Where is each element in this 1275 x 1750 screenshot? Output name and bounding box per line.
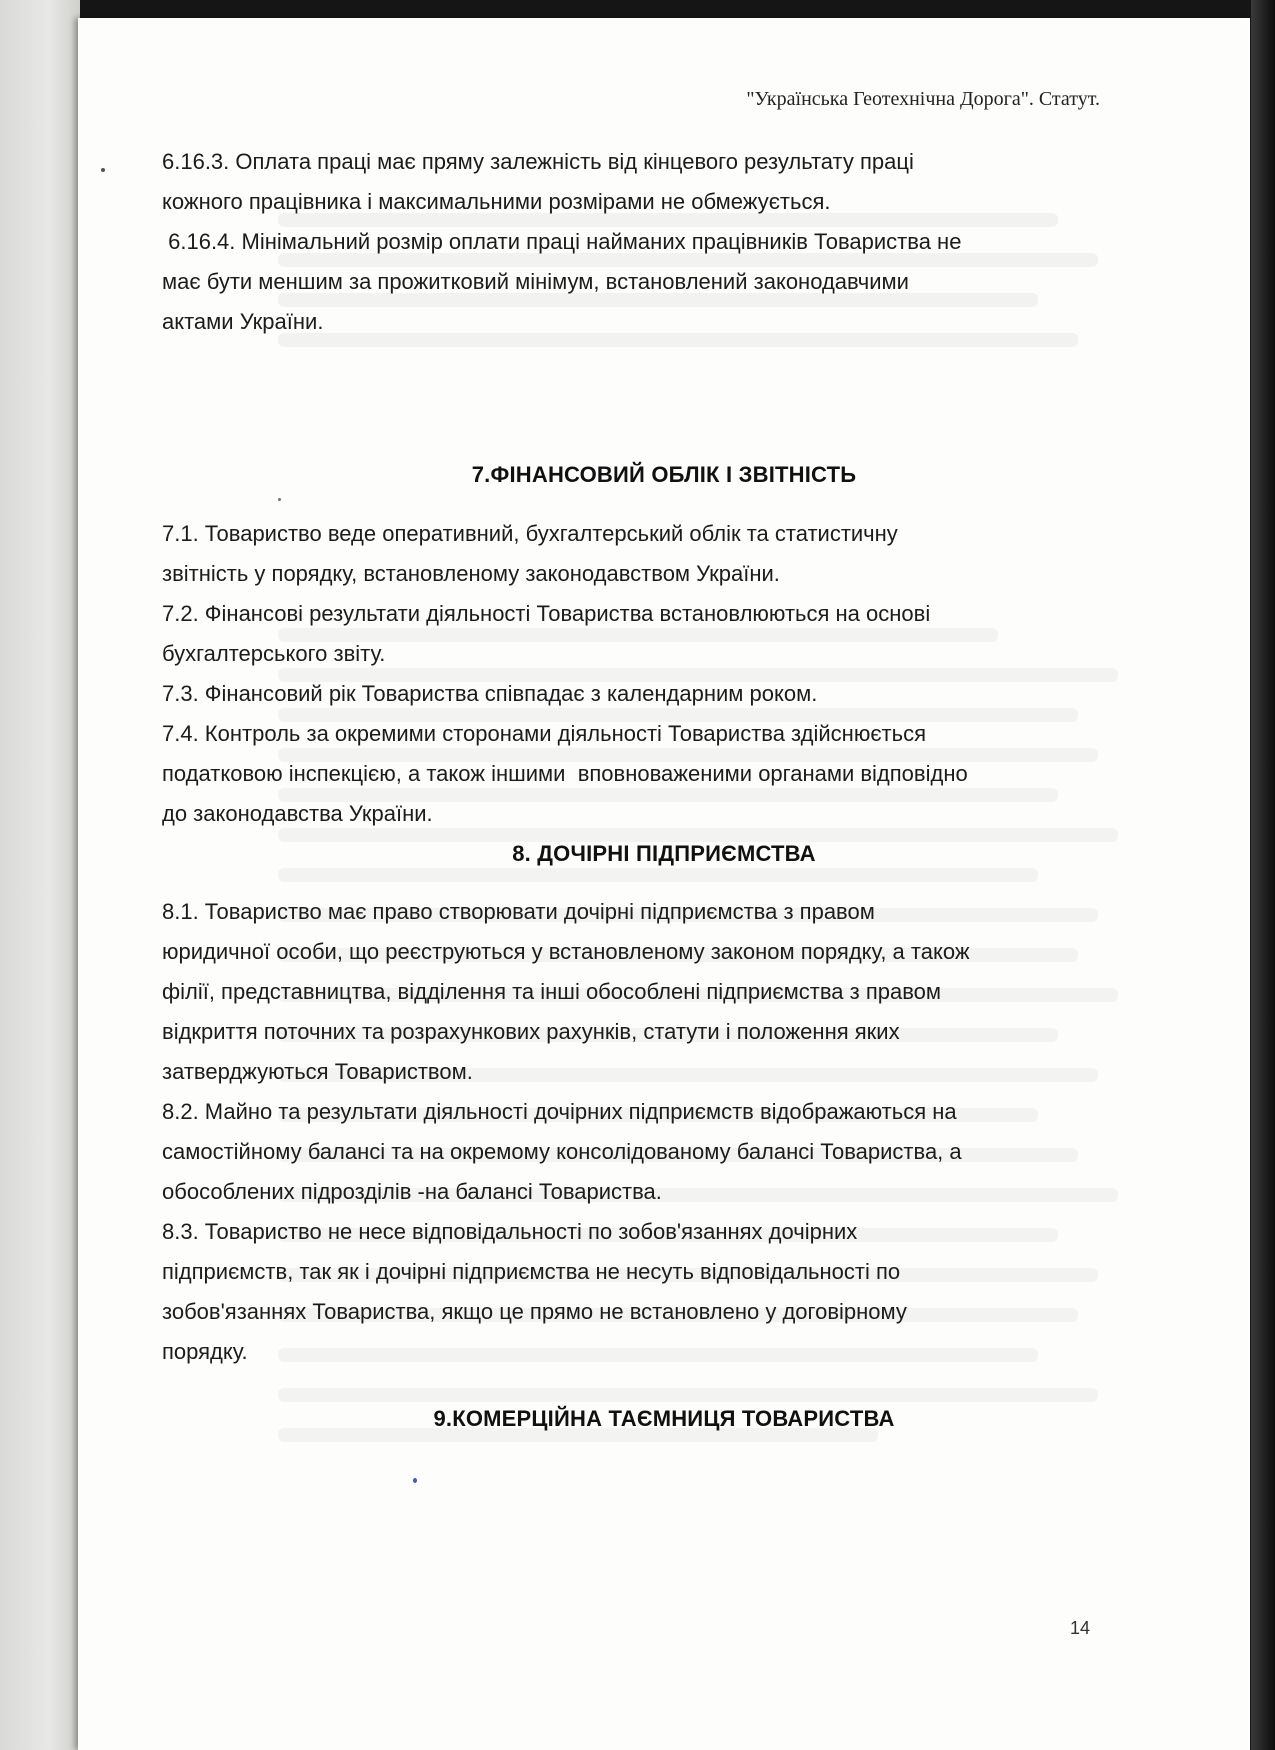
paragraph-7-1: 7.1. Товариство веде оперативний, бухгалтерський облік та статистичну звітність у порядку, встановленому законодавством України. (162, 521, 898, 586)
scan-speck (101, 168, 105, 172)
section-6-tail (162, 142, 1112, 342)
section-7-heading: 7.ФІНАНСОВИЙ ОБЛІК І ЗВІТНІСТЬ (471, 462, 857, 487)
paragraph-7-3: 7.3. Фінансовий рік Товариства співпадає з календарним роком. (162, 681, 818, 706)
paragraph-8-3: 8.3. Товариство не несе відповідальності по зобов'язаннях дочірних підприємств, так як і дочірні підприємства не несуть відповідальності по зобов'язаннях Товариства, якщо це прямо не встановлено у договірному порядку. (162, 1219, 907, 1364)
section-7-body (162, 514, 1112, 834)
scan-border-right (1251, 0, 1275, 1750)
scan-speck (278, 498, 281, 501)
scan-border-left (0, 0, 80, 1750)
section-9-heading: 9.КОМЕРЦІЙНА ТАЄМНИЦЯ ТОВАРИСТВА (433, 1406, 895, 1431)
running-header: "Українська Геотехнічна Дорога". Статут. (746, 88, 1100, 110)
document-page (78, 18, 1250, 1750)
section-8-body (162, 892, 1112, 1372)
section-8-heading: 8. ДОЧІРНІ ПІДПРИЄМСТВА (512, 841, 816, 866)
paragraph-7-2: 7.2. Фінансові результати діяльності Товариства встановлюються на основі бухгалтерського звіту. (162, 601, 931, 666)
scan-border-top (0, 0, 1275, 20)
ink-dot (413, 1478, 417, 1483)
paragraph-6-16-4: 6.16.4. Мінімальний розмір оплати праці найманих працівників Товариства не має бути меншим за прожитковий мінімум, встановлений законодавчими актами України. (162, 229, 962, 334)
page-number: 14 (1069, 1618, 1090, 1638)
paragraph-7-4: 7.4. Контроль за окремими сторонами діяльності Товариства здійснюється податковою інспекцією, а також іншими вповноваженими органами відповідно до законодавства України. (162, 721, 968, 826)
paragraph-8-1: 8.1. Товариство має право створювати дочірні підприємства з правом юридичної особи, що реєструються у встановленому законом порядку, а також філії, представництва, відділення та інші обособлені підприємства з правом відкриття поточних та розрахункових рахунків, статути і положення яких затверджуються Товариством. (162, 899, 970, 1084)
paragraph-6-16-3: 6.16.3. Оплата праці має пряму залежність від кінцевого результату праці кожного працівника і максимальними розмірами не обмежується. (162, 149, 914, 214)
paragraph-8-2: 8.2. Майно та результати діяльності дочірних підприємств відображаються на самостійному балансі та на окремому консолідованому балансі Товариства, а обособлених підрозділів -на балансі Товариства. (162, 1099, 962, 1204)
